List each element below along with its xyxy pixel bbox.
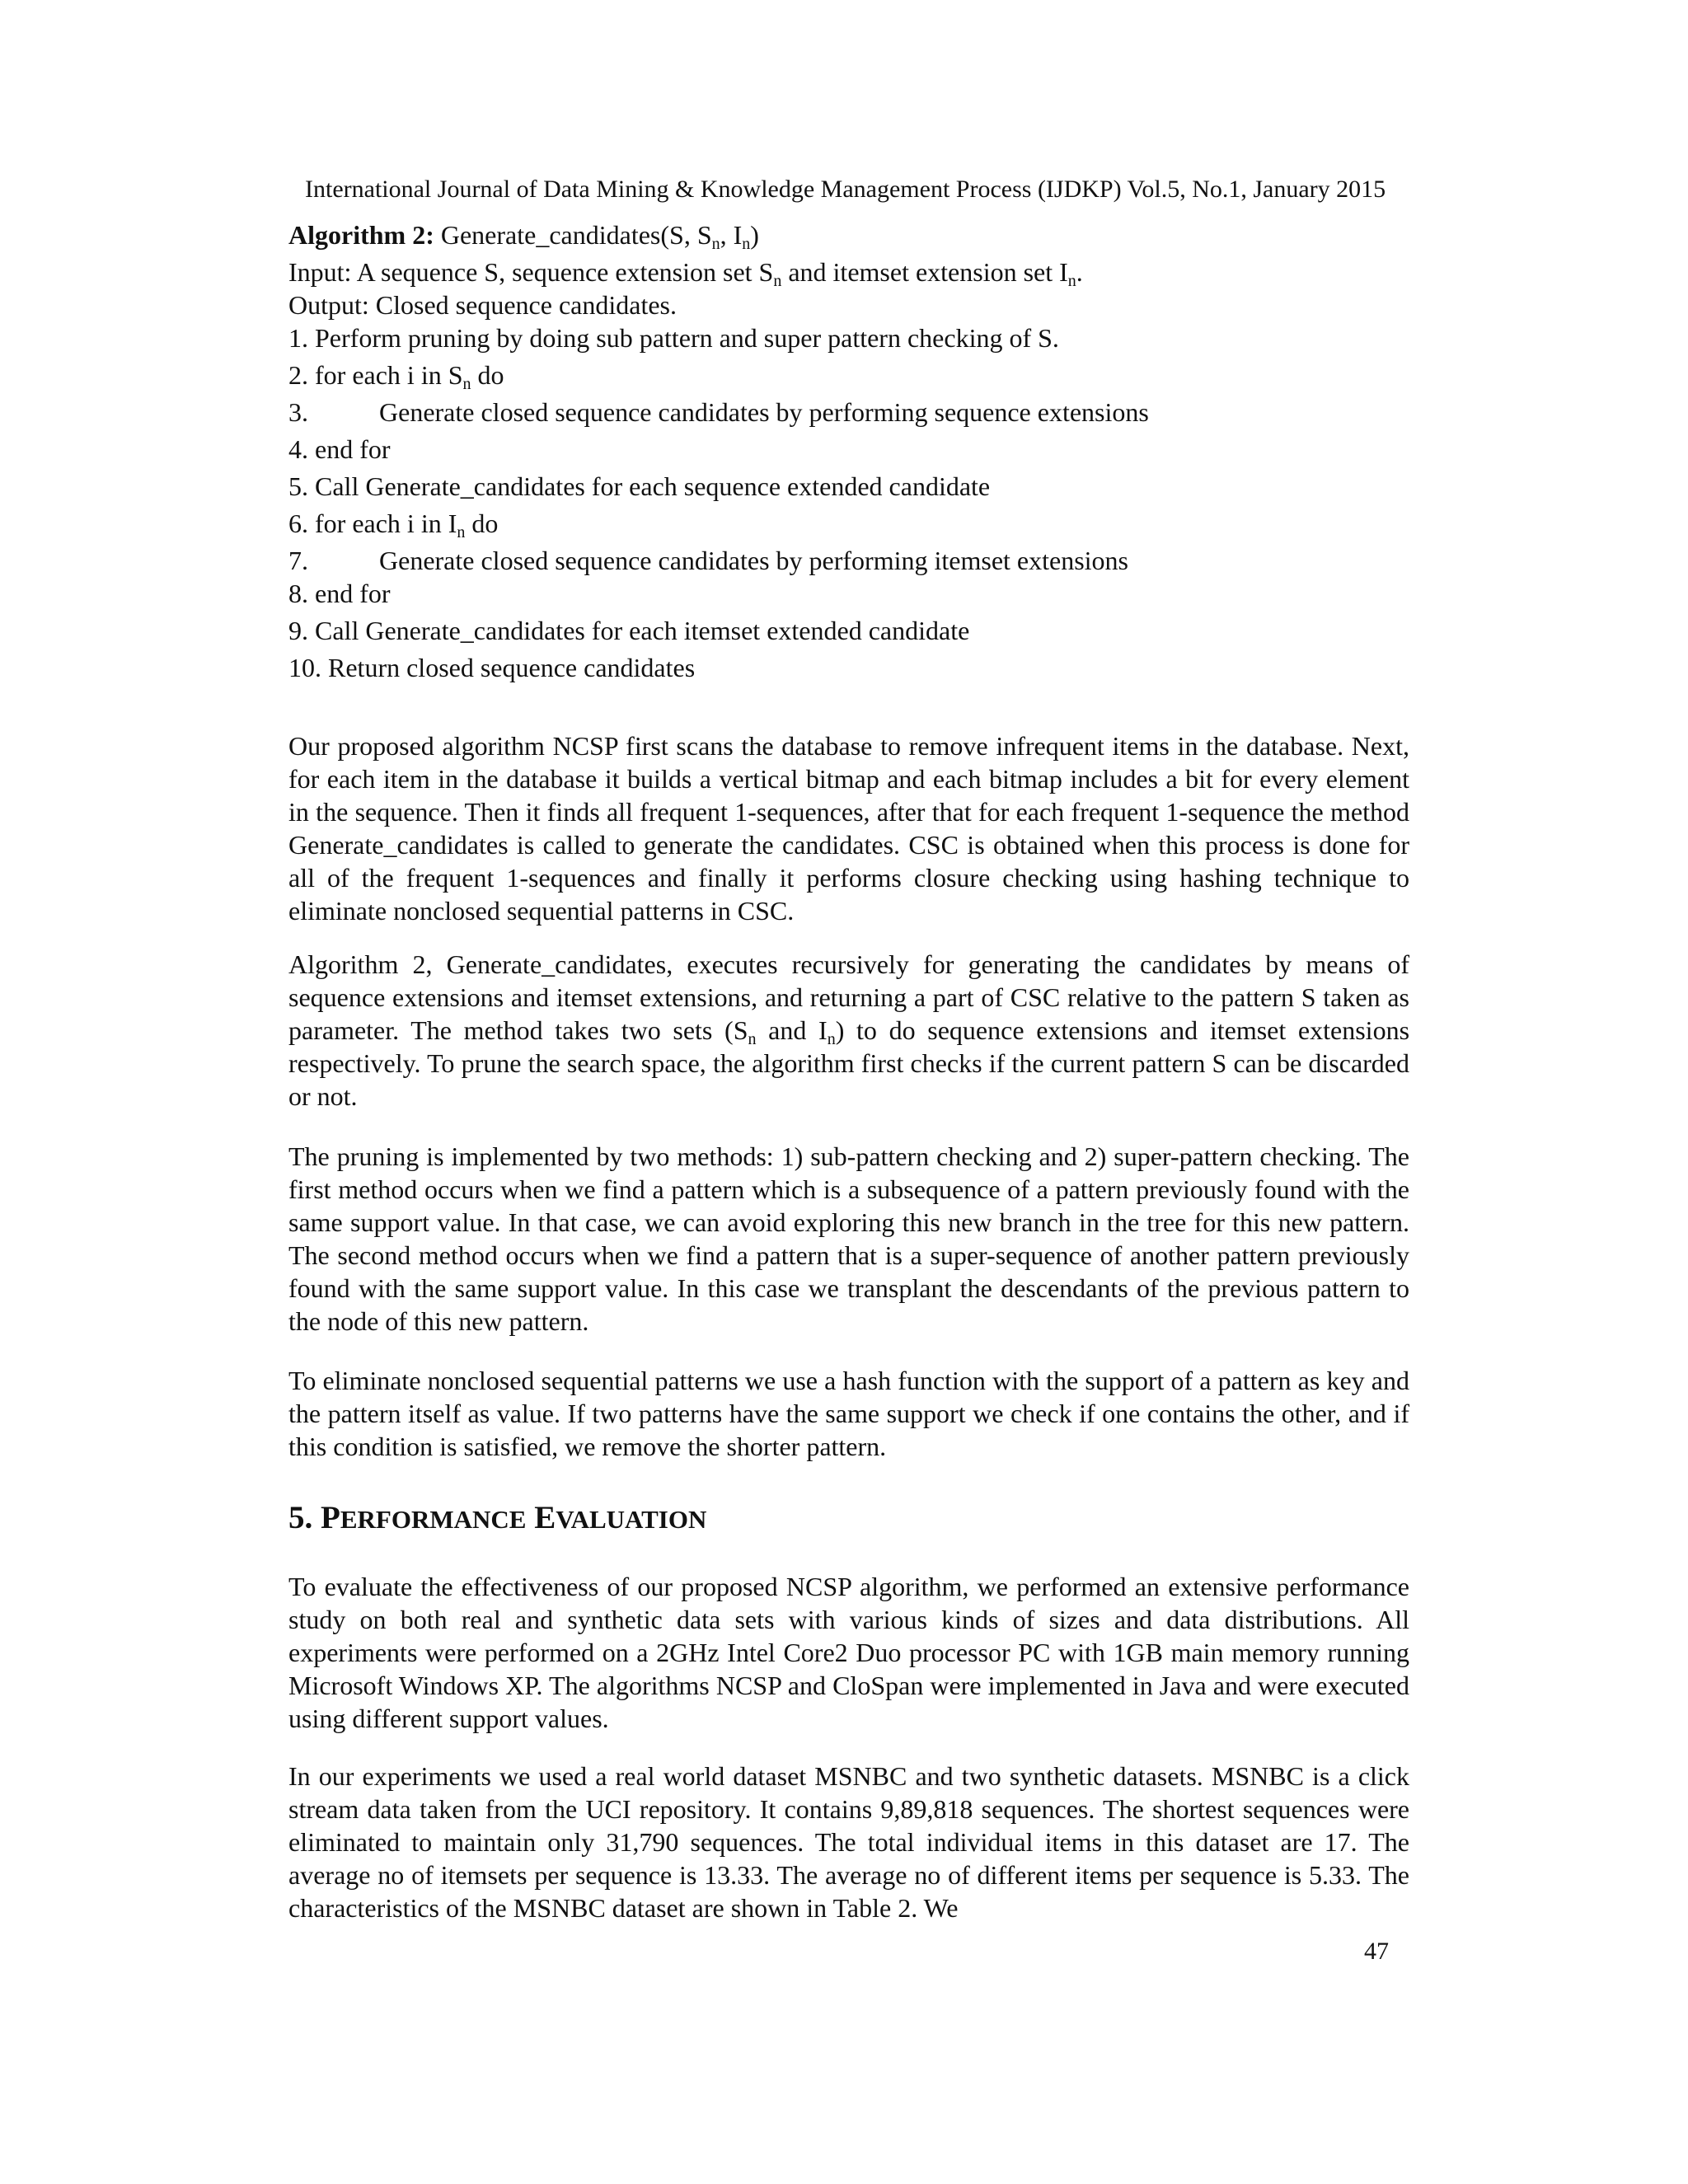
algorithm-output: Output: Closed sequence candidates. bbox=[288, 290, 677, 320]
algorithm-step-9: 9. Call Generate_candidates for each itemset extended candidate bbox=[288, 616, 970, 645]
paragraph-datasets: In our experiments we used a real world dataset MSNBC and two synthetic datasets. MSNBC is a click stream data taken from the UCI repository. It contains 9,89,818 sequences. The shortest sequences were eliminated to maintain only 31,790 sequences. The total individual items in this dataset are 17. The average no of itemsets per sequence is 13.33. The average no of different items per sequence is 5.33. The characteristics of the MSNBC dataset are shown in Table 2. We bbox=[288, 1761, 1409, 1923]
algorithm-step-7: 7. Generate closed sequence candidates by performing itemset extensions bbox=[288, 546, 1128, 575]
paragraph-hashing: To eliminate nonclosed sequential patterns we use a hash function with the support of a pattern as key and the pattern itself as value. If two patterns have the same support we check if one contains the other, and if this condition is satisfied, we remove the shorter pattern. bbox=[288, 1366, 1409, 1461]
section-heading: 5. PERFORMANCE EVALUATION bbox=[288, 1500, 707, 1535]
algorithm-step-10: 10. Return closed sequence candidates bbox=[288, 653, 696, 682]
running-header: International Journal of Data Mining & Knowledge Management Process (IJDKP) Vol.5, No.1, January 2015 bbox=[305, 176, 1386, 203]
paragraph-evaluation-setup: To evaluate the effectiveness of our proposed NCSP algorithm, we performed an extensive performance study on both real and synthetic data sets with various kinds of sizes and data distributions. All experiments were performed on a 2GHz Intel Core2 Duo processor PC with 1GB main memory running Microsoft Windows XP. The algorithms NCSP and CloSpan were implemented in Java and were executed using different support values. bbox=[288, 1572, 1409, 1733]
algorithm-step-8: 8. end for bbox=[288, 579, 391, 608]
algorithm-step-2: 2. for each i in $S_n$ do bbox=[288, 360, 504, 393]
algorithm-step-1: 1. Perform pruning by doing sub pattern and super pattern checking of S. bbox=[288, 323, 1059, 353]
algorithm-step-4: 4. end for bbox=[288, 434, 391, 464]
paragraph-pruning: The pruning is implemented by two methods: 1) sub-pattern checking and 2) super-pattern checking. The first method occurs when we find a pattern which is a subsequence of a pattern previously found with the same support value. In that case, we can avoid exploring this new branch in the tree for this new pattern. The second method occurs when we find a pattern that is a super-sequence of another pattern previously found with the same support value. In this case we transplant the descendants of the previous pattern to the node of this new pattern. bbox=[288, 1141, 1409, 1336]
paragraph-ncsp-overview: Our proposed algorithm NCSP first scans the database to remove infrequent items in the database. Next, for each item in the database it builds a vertical bitmap and each bitmap includes a bit for every element in the sequence. Then it finds all frequent 1-sequences, after that for each frequent 1-sequence the method Generate_candidates is called to generate the candidates. CSC is obtained when this process is done for all of the frequent 1-sequences and finally it performs closure checking using hashing technique to eliminate nonclosed sequential patterns in CSC. bbox=[288, 731, 1409, 926]
algorithm-step-6: 6. for each i in $I_n$ do bbox=[288, 509, 499, 541]
algorithm-step-3: 3. Generate closed sequence candidates by performing sequence extensions bbox=[288, 397, 1149, 427]
algorithm-input: Input: A sequence S, sequence extension set $S_n$ and itemset extension set $I_n$. bbox=[288, 257, 1083, 290]
page-number: 47 bbox=[1364, 1938, 1389, 1965]
paragraph-generate-candidates: Algorithm 2, Generate_candidates, executes recursively for generating the candidates by means of sequence extensions and itemset extensions, and returning a part of CSC relative to the pattern S taken as parameter. The method takes two sets ($S_n$ and $I_n$) to do sequence extensions and itemset extensions respectively. To prune the search space, the algorithm first checks if the current pattern S can be discarded or not. bbox=[288, 949, 1410, 1111]
algorithm-label: Algorithm 2: bbox=[288, 220, 434, 250]
algorithm-step-5: 5. Call Generate_candidates for each sequence extended candidate bbox=[288, 471, 991, 501]
algorithm-title: Algorithm 2: Generate_candidates(S, $S_n$, $I_n$) bbox=[288, 220, 759, 253]
